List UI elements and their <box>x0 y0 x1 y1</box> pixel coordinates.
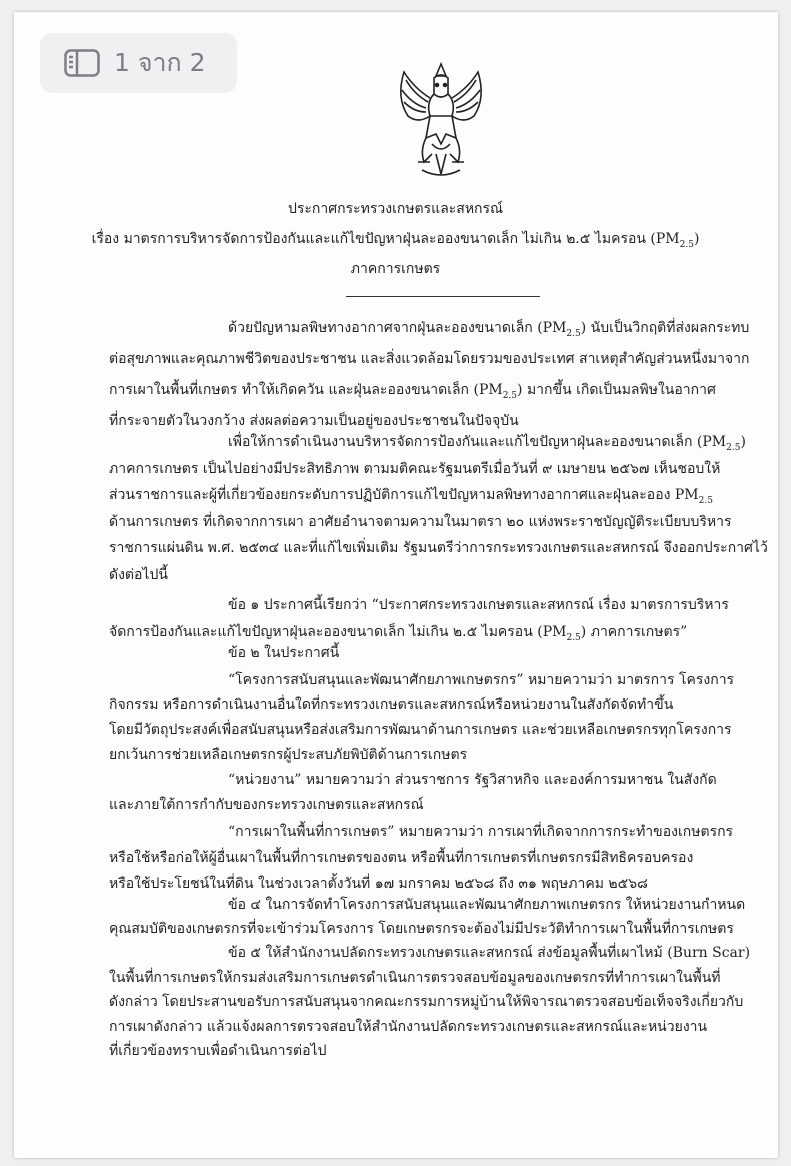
garuda-emblem <box>386 58 496 183</box>
document-sector: ภาคการเกษตร <box>350 261 441 277</box>
paragraph-line <box>228 770 717 790</box>
paragraph-line <box>109 622 687 642</box>
text-run: ด้วยปัญหามลพิษทางอากาศจากฝุ่นละอองขนาดเล็ก (PM <box>228 320 567 336</box>
document-subject <box>0 228 791 250</box>
text-run: ข้อ ๕ ให้สำนักงานปลัดกระทรวงเกษตรและสหกรณ์ ส่งข้อมูลพื้นที่เผาไหม้ (Burn Scar) <box>228 945 751 961</box>
text-run: และภายใต้การกำกับของกระทรวงเกษตรและสหกรณ์ <box>109 797 424 813</box>
current-page: 1 <box>114 48 130 77</box>
text-run: ) มากขึ้น เกิดเป็นมลพิษในอากาศ <box>517 382 716 398</box>
page-separator: จาก <box>137 48 182 77</box>
paragraph-line <box>109 1041 326 1061</box>
title-divider <box>346 296 540 297</box>
text-run: “หน่วยงาน” หมายความว่า ส่วนราชการ รัฐวิสาหกิจ และองค์การมหาชน ในสังกัด <box>228 772 717 788</box>
paragraph-line <box>228 895 745 915</box>
total-pages: 2 <box>189 48 206 77</box>
paragraph-line <box>109 538 768 558</box>
text-run: ข้อ ๔ ในการจัดทำโครงการสนับสนุนและพัฒนาศักยภาพเกษตรกร ให้หน่วยงานกำหนด <box>228 897 746 913</box>
text-run: ยกเว้นการช่วยเหลือเกษตรกรผู้ประสบภัยพิบัติด้านการเกษตร <box>109 747 468 763</box>
subscript: 2.5 <box>698 495 713 506</box>
paragraph-line <box>109 565 168 585</box>
subscript: 2.5 <box>566 328 581 339</box>
paragraph-line <box>109 992 743 1012</box>
paragraph-line <box>109 968 721 988</box>
paragraph-line <box>109 795 424 815</box>
paragraph-line <box>109 459 720 479</box>
text-run: โดยมีวัตถุประสงค์เพื่อสนับสนุนหรือส่งเสริมการพัฒนาด้านการเกษตร และช่วยเหลือเกษตรกรทุกโครงการ <box>109 722 732 738</box>
paragraph-line <box>228 943 750 963</box>
text-run: ด้านการเกษตร ที่เกิดจากการเผา อาศัยอำนาจตามความในมาตรา ๒๐ แห่งพระราชบัญญัติระเบียบบริหาร <box>109 513 732 530</box>
text-run: การเผาในพื้นที่เกษตร ทำให้เกิดควัน และฝุ่นละอองขนาดเล็ก (PM <box>109 382 503 398</box>
paragraph-line <box>109 695 673 715</box>
text-run: “การเผาในพื้นที่การเกษตร” หมายความว่า การเผาที่เกิดจากการกระทำของเกษตรกร <box>228 824 734 840</box>
text-run: “โครงการสนับสนุนและพัฒนาศักยภาพเกษตรกร” หมายความว่า มาตรการ โครงการ <box>228 672 735 688</box>
text-run: หรือใช้ประโยชน์ในที่ดิน ในช่วงเวลาตั้งวันที่ ๑๗ มกราคม ๒๕๖๘ ถึง ๓๑ พฤษภาคม ๒๕๖๘ <box>109 876 648 892</box>
text-run: ภาคการเกษตร เป็นไปอย่างมีประสิทธิภาพ ตามมติคณะรัฐมนตรีเมื่อวันที่ ๙ เมษายน ๒๕๖๗ เห็นชอบให้ <box>109 460 721 477</box>
text-run: ข้อ ๒ ในประกาศนี้ <box>228 645 340 661</box>
text-run: ต่อสุขภาพและคุณภาพชีวิตของประชาชน และสิ่งแวดล้อมโดยรวมของประเทศ สาเหตุสำคัญส่วนหนึ่งมาจาก <box>109 351 750 367</box>
text-run: ) <box>740 434 746 450</box>
paragraph-line <box>109 485 713 505</box>
paragraph-line <box>109 349 749 369</box>
text-run: หรือใช้หรือก่อให้ผู้อื่นเผาในพื้นที่การเกษตรของตน หรือพื้นที่การเกษตรที่เกษตรกรมีสิทธิครอบครอง <box>109 850 694 866</box>
paragraph-line <box>109 919 734 939</box>
text-run: ) นับเป็นวิกฤติที่ส่งผลกระทบ <box>580 320 750 336</box>
paragraph-line <box>228 318 749 338</box>
text-run: จัดการป้องกันและแก้ไขปัญหาฝุ่นละอองขนาดเล็ก ไม่เกิน ๒.๕ ไมครอน (PM <box>109 624 567 640</box>
document-title: ประกาศกระทรวงเกษตรและสหกรณ์ <box>287 201 504 217</box>
text-run: เพื่อให้การดำเนินงานบริหารจัดการป้องกันและแก้ไขปัญหาฝุ่นละอองขนาดเล็ก (PM <box>228 434 727 450</box>
paragraph-line <box>228 643 339 663</box>
paragraph-line <box>109 745 467 765</box>
subject-text: เรื่อง มาตรการบริหารจัดการป้องกันและแก้ไขปัญหาฝุ่นละอองขนาดเล็ก ไม่เกิน ๒.๕ ไมครอน (PM <box>91 231 680 247</box>
paragraph-line <box>109 848 693 868</box>
subscript: 2.5 <box>502 390 518 401</box>
paragraph-line <box>109 411 519 431</box>
subscript: 2.5 <box>566 632 581 643</box>
subject-subscript: 2.5 <box>679 239 694 250</box>
sidebar-toggle-icon[interactable] <box>64 49 100 77</box>
paragraph-line <box>109 512 732 532</box>
text-run: ข้อ ๑ ประกาศนี้เรียกว่า “ประกาศกระทรวงเกษตรและสหกรณ์ เรื่อง มาตรการบริหาร <box>228 597 729 613</box>
paragraph-line <box>109 380 716 400</box>
text-run: ที่เกี่ยวข้องทราบเพื่อดำเนินการต่อไป <box>109 1043 327 1059</box>
text-run: คุณสมบัติของเกษตรกรที่จะเข้าร่วมโครงการ โดยเกษตรกรจะต้องไม่มีประวัติทำการเผาในพื้นที่การเกษตร <box>109 921 734 937</box>
subject-suffix: ) <box>693 231 700 247</box>
text-run: กิจกรรม หรือการดำเนินงานอื่นใดที่กระทรวงเกษตรและสหกรณ์หรือหน่วยงานในสังกัดจัดทำขึ้น <box>109 697 674 713</box>
text-run: ที่กระจายตัวในวงกว้าง ส่งผลต่อความเป็นอยู่ของประชาชนในปัจจุบัน <box>109 413 519 429</box>
text-run: ดังกล่าว โดยประสานขอรับการสนับสนุนจากคณะกรรมการหมู่บ้านให้พิจารณาตรวจสอบข้อเท็จจริงเกี่ยวกับ <box>109 994 744 1010</box>
paragraph-line <box>228 822 733 842</box>
paragraph-line <box>228 670 734 690</box>
page-counter <box>114 43 206 83</box>
paragraph-line <box>109 874 648 894</box>
text-run: ) ภาคการเกษตร” <box>580 624 688 640</box>
page-indicator[interactable] <box>40 33 237 93</box>
paragraph-line <box>228 595 729 615</box>
subscript: 2.5 <box>726 442 741 453</box>
paragraph-line <box>109 1017 707 1037</box>
paragraph-line <box>228 432 746 452</box>
text-run: ดังต่อไปนี้ <box>109 567 168 583</box>
text-run: ราชการแผ่นดิน พ.ศ. ๒๕๓๔ และที่แก้ไขเพิ่มเติม รัฐมนตรีว่าการกระทรวงเกษตรและสหกรณ์ จึงออกประกาศไว้ <box>109 540 768 557</box>
text-run: ส่วนราชการและผู้ที่เกี่ยวข้องยกระดับการปฏิบัติการแก้ไขปัญหามลพิษทางอากาศและฝุ่นละออง PM <box>109 487 699 504</box>
text-run: การเผาดังกล่าว แล้วแจ้งผลการตรวจสอบให้สำนักงานปลัดกระทรวงเกษตรและสหกรณ์และหน่วยงาน <box>109 1018 708 1035</box>
paragraph-line <box>109 720 732 740</box>
text-run: ในพื้นที่การเกษตรให้กรมส่งเสริมการเกษตรดำเนินการตรวจสอบข้อมูลของเกษตรกรที่ทำการเผาในพื้นที่ <box>109 969 721 986</box>
